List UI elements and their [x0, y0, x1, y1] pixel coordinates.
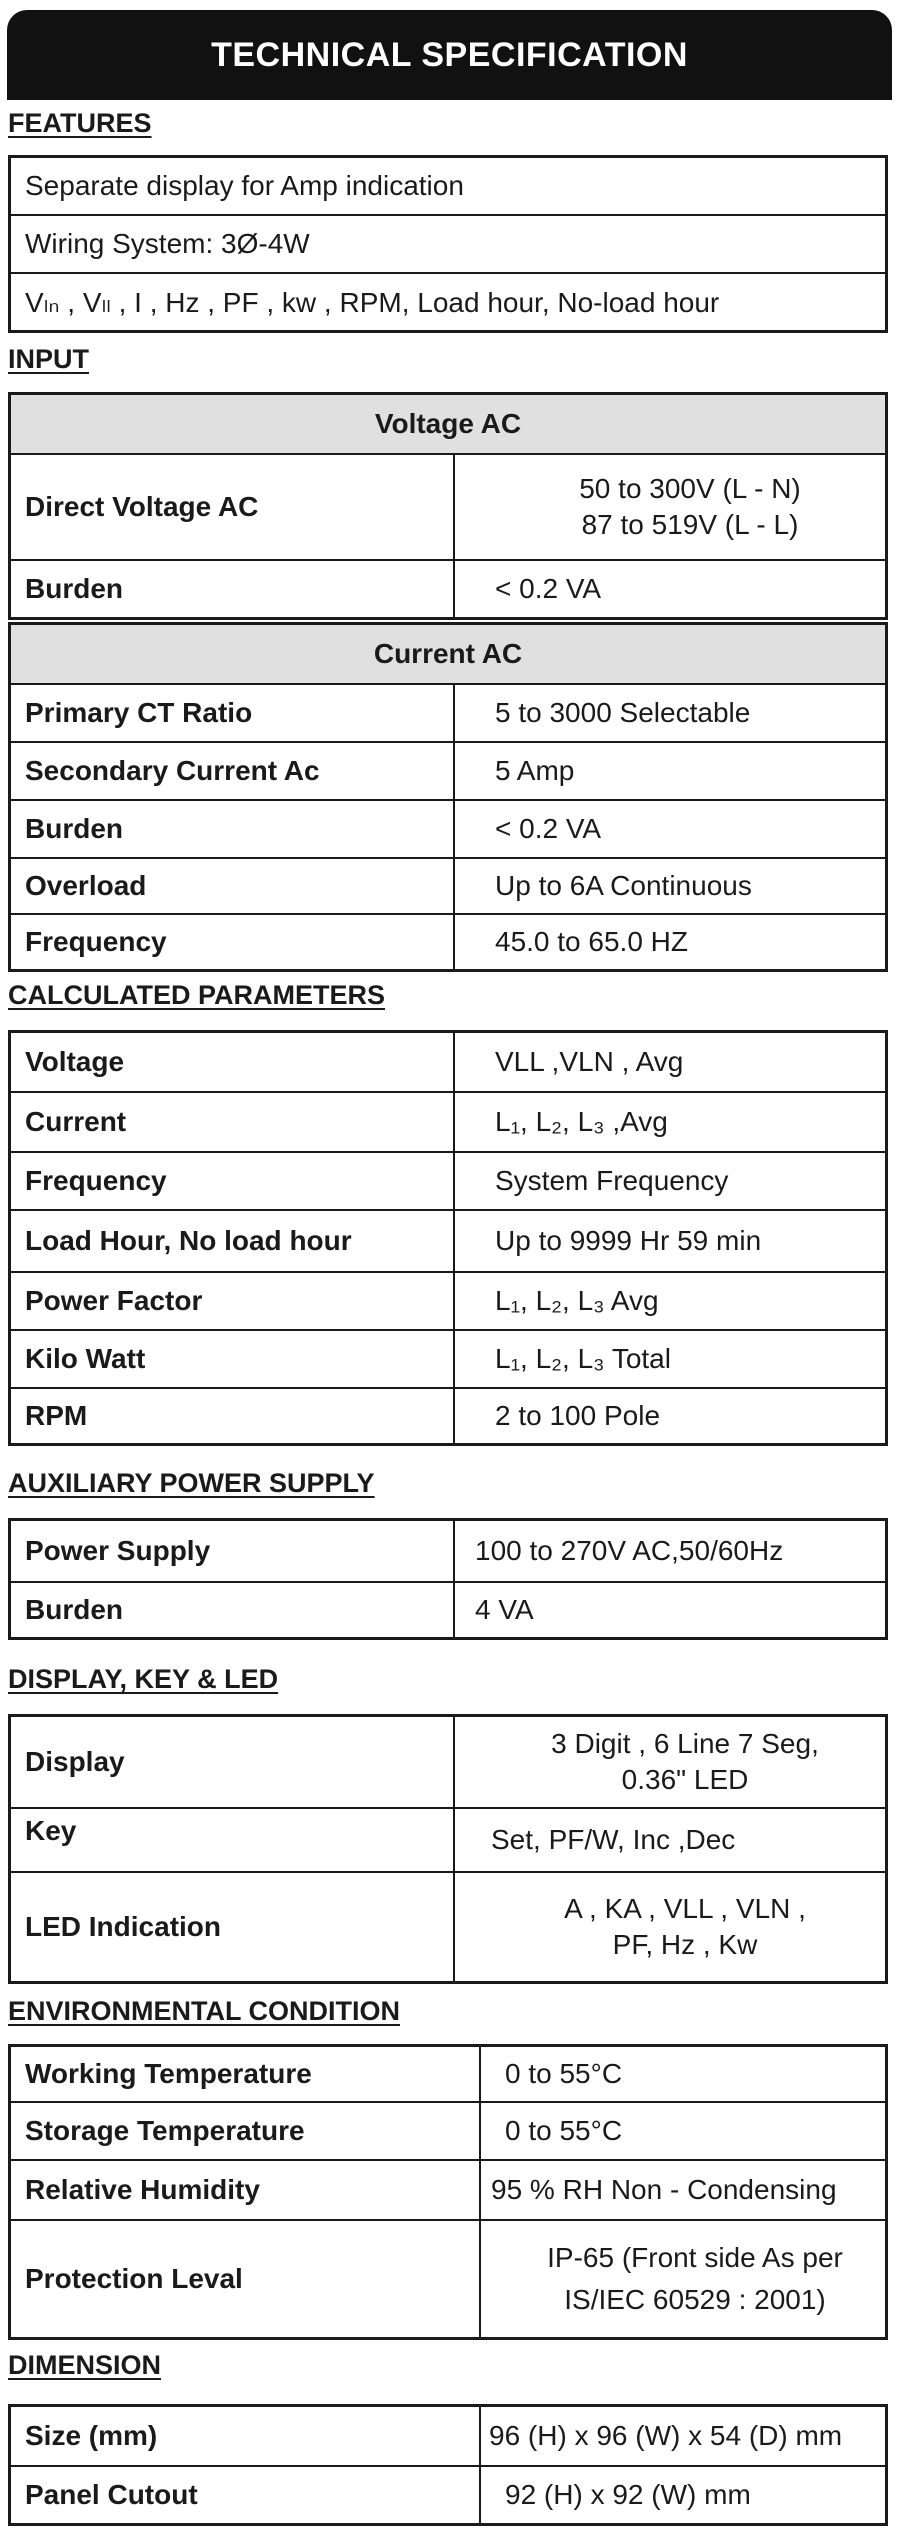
voltage-table: [8, 392, 888, 620]
table-row: [11, 1873, 885, 1981]
table-row: [11, 1211, 885, 1273]
row-label: RPM: [11, 1389, 455, 1443]
table-row: [11, 1809, 885, 1873]
row-label: Burden: [11, 561, 455, 617]
current-table: [8, 622, 888, 972]
row-value: 45.0 to 65.0 HZ: [495, 925, 689, 957]
row-value: 96 (H) x 96 (W) x 54 (D) mm: [489, 2419, 843, 2451]
row-value: 95 % RH Non - Condensing: [491, 2173, 837, 2205]
row-label: Power Supply: [11, 1521, 455, 1581]
row-label: Voltage: [11, 1033, 455, 1091]
value-line: A , KA , VLL , VLN ,: [564, 1892, 806, 1924]
row-value: VLL ,VLN , Avg: [495, 1045, 684, 1077]
row-label: Frequency: [11, 915, 455, 969]
table-row: [11, 801, 885, 859]
current-group-row: [11, 625, 885, 685]
auxiliary-table: [8, 1518, 888, 1640]
row-value: 100 to 270V AC,50/60Hz: [475, 1534, 784, 1566]
row-label: Burden: [11, 801, 455, 857]
row-label: Relative Humidity: [11, 2161, 481, 2219]
table-row: [11, 455, 885, 561]
row-label: Load Hour, No load hour: [11, 1211, 455, 1271]
row-label: Secondary Current Ac: [11, 743, 455, 799]
table-row: [11, 1583, 885, 1637]
row-label: Working Temperature: [11, 2047, 481, 2101]
table-row: [11, 2221, 885, 2337]
table-row: [11, 1153, 885, 1211]
row-label: Overload: [11, 859, 455, 913]
table-row: [11, 2103, 885, 2161]
features-item: Separate display for Amp indication: [25, 170, 464, 201]
row-value: 4 VA: [475, 1593, 534, 1625]
row-label: Size (mm): [11, 2407, 481, 2465]
table-row: [11, 1521, 885, 1583]
voltage-group-label: Voltage AC: [11, 395, 885, 453]
row-value: [481, 2221, 885, 2337]
table-row: [11, 561, 885, 617]
page-title: TECHNICAL SPECIFICATION: [7, 10, 892, 100]
table-row: [11, 859, 885, 915]
row-value: Up to 9999 Hr 59 min: [495, 1224, 762, 1256]
table-row: [11, 2161, 885, 2221]
row-value: [455, 455, 885, 559]
value-line: IP-65 (Front side As per: [547, 2242, 843, 2273]
value-line: IS/IEC 60529 : 2001): [564, 2284, 826, 2315]
features-row: [11, 158, 885, 216]
row-label: Primary CT Ratio: [11, 685, 455, 741]
table-row: [11, 915, 885, 969]
display-heading: DISPLAY, KEY & LED: [8, 1664, 279, 1694]
table-row: [11, 1389, 885, 1443]
value-line: 3 Digit , 6 Line 7 Seg,: [551, 1727, 819, 1759]
features-item: Wiring System: 3Ø-4W: [25, 228, 310, 259]
row-value: Set, PF/W, Inc ,Dec: [491, 1823, 736, 1855]
row-value: 5 Amp: [495, 754, 575, 786]
features-row: [11, 274, 885, 330]
row-value: 5 to 3000 Selectable: [495, 696, 751, 728]
table-row: [11, 1033, 885, 1093]
table-row: [11, 2467, 885, 2523]
table-row: [11, 2407, 885, 2467]
value-line: 87 to 519V (L - L): [581, 509, 799, 540]
row-value: 92 (H) x 92 (W) mm: [505, 2478, 751, 2510]
table-row: [11, 1093, 885, 1153]
environmental-heading: ENVIRONMENTAL CONDITION: [8, 1996, 401, 2026]
value-line: PF, Hz , Kw: [612, 1929, 758, 1960]
row-label: LED Indication: [11, 1873, 455, 1981]
auxiliary-heading: AUXILIARY POWER SUPPLY: [8, 1468, 375, 1498]
dimension-table: [8, 2404, 888, 2526]
row-value: < 0.2 VA: [495, 812, 602, 844]
display-table: [8, 1714, 888, 1984]
row-label: Power Factor: [11, 1273, 455, 1329]
row-value: L₁, L₂, L₃ Avg: [495, 1284, 659, 1316]
features-item: Vₗₙ , Vₗₗ , I , Hz , PF , kw , RPM, Load hour, No-load hour: [25, 286, 720, 318]
row-value: System Frequency: [495, 1164, 729, 1196]
row-value: 0 to 55°C: [505, 2057, 623, 2089]
row-value: 2 to 100 Pole: [495, 1399, 661, 1431]
row-value: [455, 1717, 885, 1807]
table-row: [11, 1331, 885, 1389]
table-row: [11, 2047, 885, 2103]
row-label: Protection Leval: [11, 2221, 481, 2337]
table-row: [11, 1717, 885, 1809]
row-value: 0 to 55°C: [505, 2114, 623, 2146]
environmental-table: [8, 2044, 888, 2340]
table-row: [11, 1273, 885, 1331]
row-label: Panel Cutout: [11, 2467, 481, 2523]
dimension-heading: DIMENSION: [8, 2350, 162, 2380]
value-line: 50 to 300V (L - N): [579, 472, 801, 504]
calculated-heading: CALCULATED PARAMETERS: [8, 980, 385, 1010]
features-row: [11, 216, 885, 274]
row-value: L₁, L₂, L₃ Total: [495, 1342, 671, 1374]
row-label: Direct Voltage AC: [11, 455, 455, 559]
input-heading: INPUT: [8, 344, 89, 374]
row-value: Up to 6A Continuous: [495, 869, 752, 901]
current-group-label: Current AC: [11, 625, 885, 683]
features-table: [8, 155, 888, 333]
row-label: Kilo Watt: [11, 1331, 455, 1387]
value-line: 0.36" LED: [621, 1764, 749, 1795]
row-label: Key: [11, 1809, 455, 1871]
table-row: [11, 685, 885, 743]
row-value: L₁, L₂, L₃ ,Avg: [495, 1105, 668, 1137]
table-row: [11, 743, 885, 801]
voltage-group-row: [11, 395, 885, 455]
row-value: < 0.2 VA: [495, 572, 602, 604]
row-label: Storage Temperature: [11, 2103, 481, 2159]
row-label: Display: [11, 1717, 455, 1807]
row-label: Current: [11, 1093, 455, 1151]
features-heading: FEATURES: [8, 108, 152, 138]
row-label: Frequency: [11, 1153, 455, 1209]
row-value: [455, 1873, 885, 1981]
calculated-table: [8, 1030, 888, 1446]
row-label: Burden: [11, 1583, 455, 1637]
